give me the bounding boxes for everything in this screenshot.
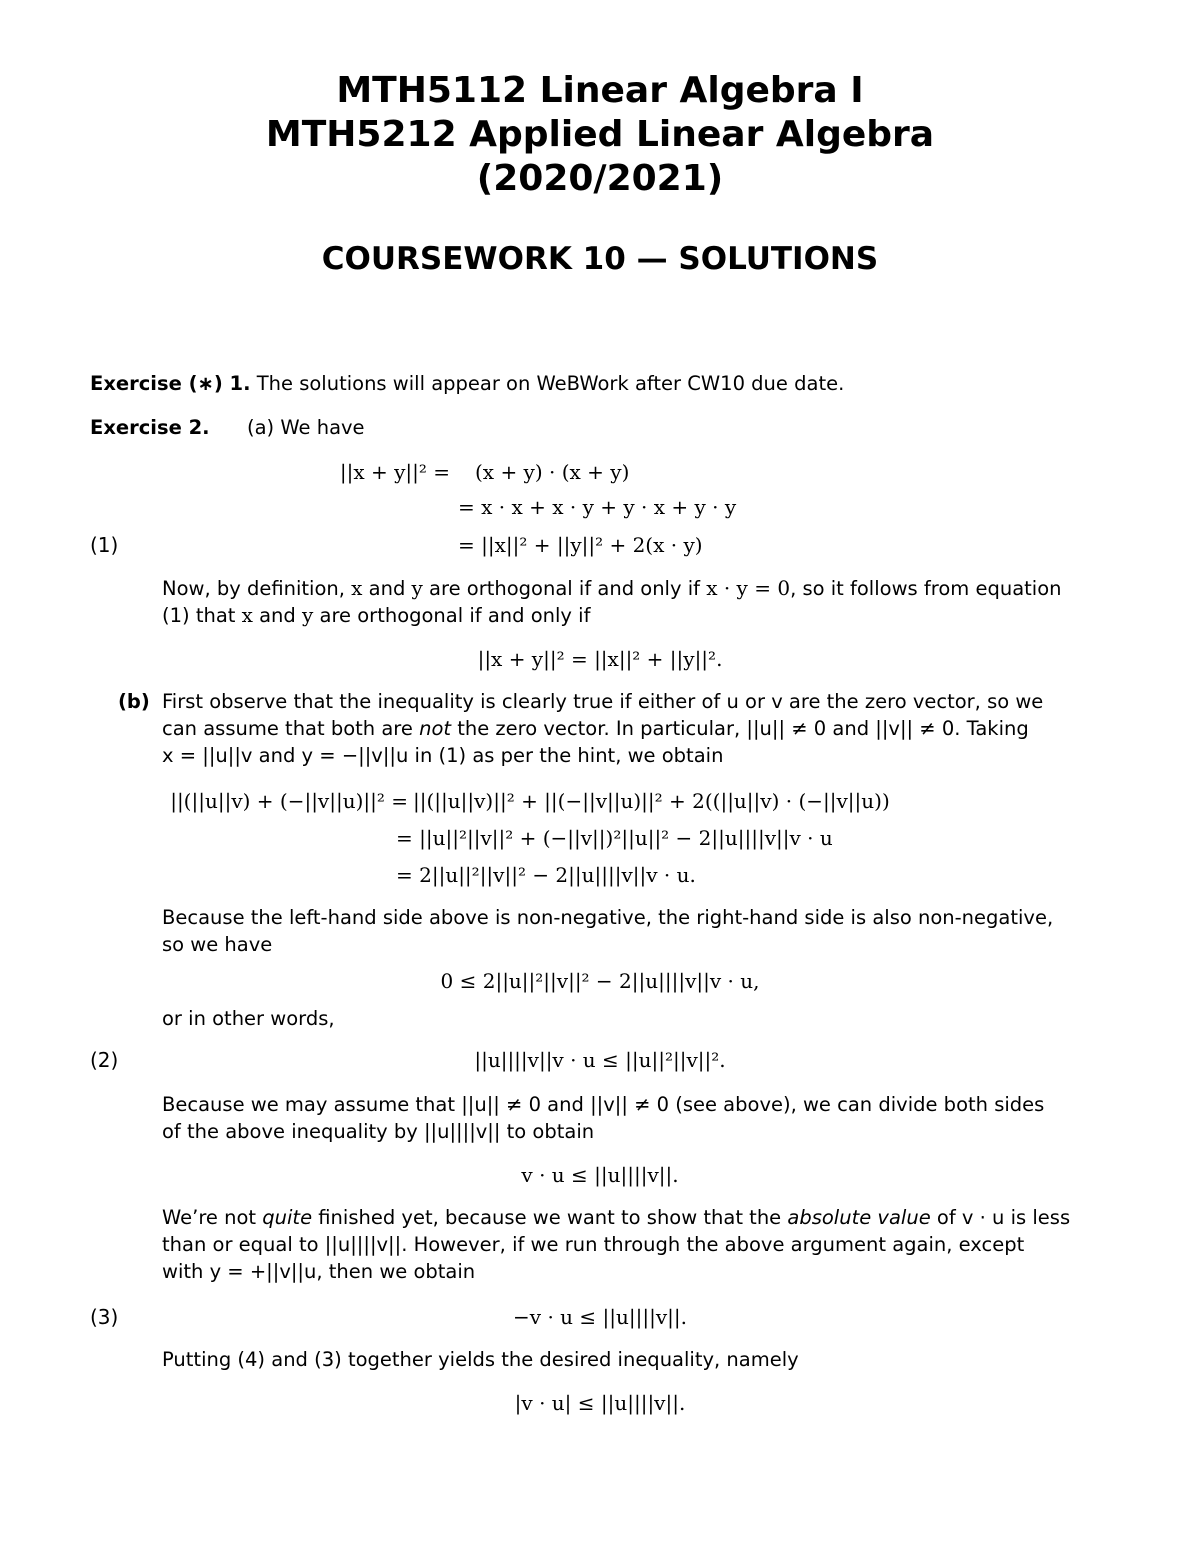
exercise-1 (90, 371, 844, 397)
exercise-2-label: Exercise 2. (90, 416, 210, 439)
part-b-para5-line1: We’re not quite finished yet, because we want to show that the absolute value of v · u is less (162, 1206, 1071, 1229)
part-b-para3: or in other words, (162, 1007, 335, 1030)
part-b-para5-line2: than or equal to ||u||||v||. However, if we run through the above argument again, except (162, 1233, 1025, 1256)
part-b-para2-line1: Because the left-hand side above is non-negative, the right-hand side is also non-negative, (162, 906, 1054, 929)
divided-inequality: v · u ≤ ||u||||v||. (521, 1163, 679, 1187)
part-a-intro-text: We have (280, 416, 365, 439)
part-a-intro (247, 415, 365, 441)
course-title-line1: MTH5112 Linear Algebra I (336, 70, 864, 111)
exercise-1-text: The solutions will appear on WeBWork after CW10 due date. (256, 372, 845, 395)
equation-tag-2: (2) (90, 1048, 119, 1072)
part-b-para4-line1: Because we may assume that ||u|| ≠ 0 and ||v|| ≠ 0 (see above), we can divide both sides (162, 1093, 1045, 1116)
part-a-paragraph-line2: (1) that x and y are orthogonal if and only if (162, 603, 591, 627)
eq1-row1: (x + y) · (x + y) (475, 460, 630, 484)
part-a-label: (a) (247, 416, 275, 439)
equation-tag-3: (3) (90, 1305, 119, 1329)
eq-b-row3: = 2||u||²||v||² − 2||u||||v||v · u. (396, 863, 696, 887)
part-b-line3: x = ||u||v and y = −||v||u in (1) as per the hint, we obtain (162, 744, 724, 767)
eq1-row3: = ||x||² + ||y||² + 2(x · y) (458, 533, 703, 557)
cauchy-schwarz-inequality: |v · u| ≤ ||u||||v||. (514, 1391, 686, 1415)
inequality-2: ||u||||v||v · u ≤ ||u||²||v||². (474, 1048, 726, 1072)
part-b-label: (b) (118, 690, 150, 713)
eq1-row2: = x · x + x · y + y · x + y · y (458, 495, 737, 519)
exercise-1-label: Exercise (∗) 1. (90, 372, 251, 395)
part-b-para4-line2: of the above inequality by ||u||||v|| to obtain (162, 1120, 595, 1143)
eq1-lhs: ||x + y||² = (339, 460, 450, 484)
coursework-subtitle: COURSEWORK 10 — SOLUTIONS (321, 241, 879, 277)
part-b-line2: can assume that both are not the zero vector. In particular, ||u|| ≠ 0 and ||v|| ≠ 0. Taking (162, 717, 1029, 740)
equation-tag-1: (1) (90, 533, 119, 557)
course-title-year: (2020/2021) (476, 158, 724, 199)
inequality-3: −v · u ≤ ||u||||v||. (513, 1305, 687, 1329)
eq-b-row2: = ||u||²||v||² + (−||v||)²||u||² − 2||u||||v||v · u (396, 826, 833, 850)
part-b-line1: First observe that the inequality is clearly true if either of u or v are the zero vector, so we (162, 690, 1044, 713)
part-a-paragraph-line1: Now, by definition, x and y are orthogonal if and only if x · y = 0, so it follows from equation (162, 576, 1062, 600)
eq-b-row1: ||(||u||v)||² + ||(−||v||u)||² + 2((||u||v) · (−||v||u)) (413, 789, 890, 813)
eq-b-lhs: ||(||u||v) + (−||v||u)||² = (170, 789, 408, 813)
part-b-para5-line3: with y = +||v||u, then we obtain (162, 1260, 476, 1283)
part-b-para2-line2: so we have (162, 933, 273, 956)
course-title-line2: MTH5212 Applied Linear Algebra (265, 114, 935, 155)
pythagoras-equation: ||x + y||² = ||x||² + ||y||². (477, 647, 723, 671)
part-b-para6: Putting (4) and (3) together yields the desired inequality, namely (162, 1348, 799, 1371)
nonnegative-inequality: 0 ≤ 2||u||²||v||² − 2||u||||v||v · u, (440, 969, 760, 993)
